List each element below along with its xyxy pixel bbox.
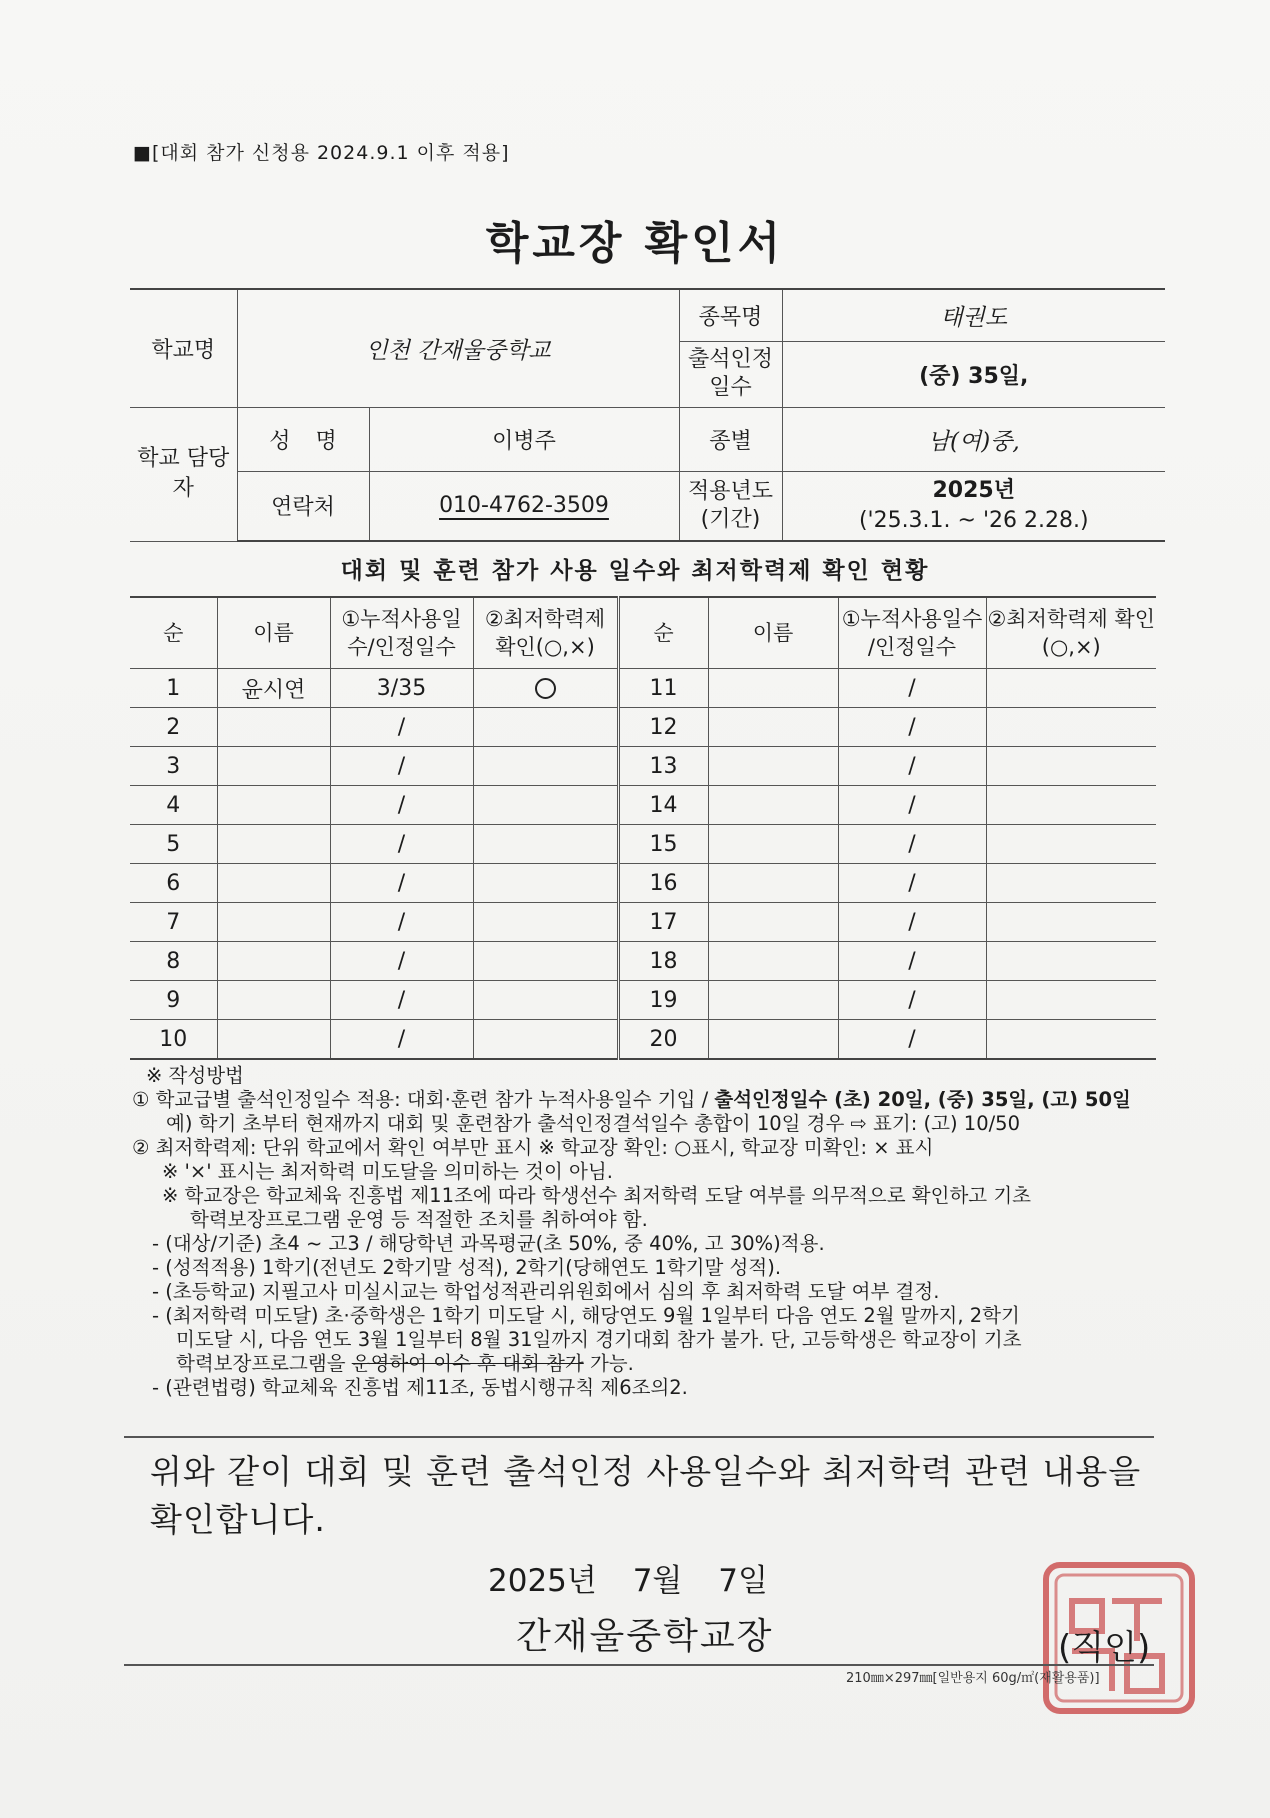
table-row [130,903,1156,942]
row-days: / [330,747,473,786]
note-1-bold: 출석인정일수 (초) 20일, (중) 35일, (고) 50일 [714,1088,1131,1111]
row-check [473,747,618,786]
row-name [217,708,330,747]
row-days: / [330,942,473,981]
note-2-principal: ※ 학교장은 학교체육 진흥법 제11조에 따라 학생선수 최저학력 도달 여부를 의무적으로 확인하고 기초 [162,1184,1032,1207]
circle-mark-icon [535,678,556,699]
note-2-x: ※ '×' 표시는 최저학력 미도달을 의미하는 것이 아님. [162,1160,613,1183]
row-check-right [986,981,1156,1020]
manager-name-label: 성 명 [237,407,369,471]
row-name-right [708,786,838,825]
row-name [217,981,330,1020]
row-name [217,825,330,864]
row-name [217,786,330,825]
row-name-right [708,669,838,708]
form-header-note: ■[대회 참가 신청용 2024.9.1 이후 적용] [133,142,510,164]
header-days-right: ①누적사용일수 /인정일수 [838,597,986,669]
row-days: / [330,786,473,825]
row-days: / [330,864,473,903]
row-check [473,864,618,903]
row-check-right [986,1020,1156,1060]
row-no-right: 16 [618,864,708,903]
row-check [473,903,618,942]
row-no-right: 19 [618,981,708,1020]
contact-label: 연락처 [237,471,369,541]
row-days-right: / [838,864,986,903]
table-row [130,1020,1156,1060]
row-check-right [986,903,1156,942]
gender-label: 종별 [679,407,782,471]
row-name: 윤시연 [217,669,330,708]
note-1-example: 예) 학기 초부터 현재까지 대회 및 훈련참가 출석인정결석일수 총합이 10일 경우 ⇨ 표기: (고) 10/50 [166,1112,1020,1135]
row-no-right: 11 [618,669,708,708]
note-2: ② 최저학력제: 단위 학교에서 확인 여부만 표시 ※ 학교장 확인: ○표시, 학교장 미확인: × 표시 [132,1136,934,1159]
row-name [217,1020,330,1060]
row-no: 10 [130,1020,217,1060]
note-grades: - (성적적용) 1학기(전년도 2학기말 성적), 2학기(당해연도 1학기말 성적). [152,1256,782,1279]
row-check [473,981,618,1020]
row-no: 6 [130,864,217,903]
row-days: / [330,1020,473,1060]
row-no: 2 [130,708,217,747]
row-check-right [986,864,1156,903]
row-days: / [330,981,473,1020]
row-check-right [986,786,1156,825]
note-text-a: 학력보장프로그램을 [176,1352,352,1375]
section-title: 대회 및 훈련 참가 사용 일수와 최저학력제 확인 현황 [340,558,930,584]
note-struck-text: 운영하여 이수 후 대회 참가 [351,1352,584,1375]
row-no: 9 [130,981,217,1020]
row-no: 1 [130,669,217,708]
note-target: - (대상/기준) 초4 ~ 고3 / 해당학년 과목평균(초 50%, 중 40%, 고 30%)적용. [152,1232,825,1255]
writing-instructions [132,1064,1172,1400]
note-2-principal-cont: 학력보장프로그램 운영 등 적절한 조치를 취하여야 함. [190,1208,648,1231]
contact-phone: 010-4762-3509 [439,493,609,519]
school-name-value: 인천 간재울중학교 [237,289,679,407]
gender-value: 남(여)중, [782,407,1165,471]
applied-period-value: ('25.3.1. ~ '26 2.28.) [858,507,1089,533]
row-name-right [708,825,838,864]
row-name-right [708,708,838,747]
header-check: ②최저학력제 확인(○,×) [473,597,618,669]
row-check-right [986,825,1156,864]
school-info-table [130,288,1165,542]
table-row [130,786,1156,825]
table-row [130,747,1156,786]
header-no: 순 [130,597,217,669]
header-name-right: 이름 [708,597,838,669]
row-name-right [708,864,838,903]
row-days-right: / [838,708,986,747]
header-days: ①누적사용일 수/인정일수 [330,597,473,669]
seal-label: (직인) [1058,1628,1151,1668]
applied-year-cell [782,471,1165,541]
header-name: 이름 [217,597,330,669]
row-check-right [986,669,1156,708]
row-no-right: 12 [618,708,708,747]
row-no-right: 20 [618,1020,708,1060]
note-not-reached: - (최저학력 미도달) 초·중학생은 1학기 미도달 시, 해당연도 9월 1일부터 다음 연도 2월 말까지, 2학기 [152,1304,1020,1327]
row-name-right [708,942,838,981]
row-days-right: / [838,903,986,942]
row-name-right [708,1020,838,1060]
document-title: 학교장 확인서 [485,218,785,269]
table-row [130,864,1156,903]
row-check [473,669,618,708]
paper-spec-footer: 210㎜×297㎜[일반용지 60g/㎡(재활용품)] [846,1671,1100,1686]
contact-value [369,471,679,541]
applied-year-label: 적용년도 (기간) [679,471,782,541]
attendance-days-label: 출석인정 일수 [679,341,782,407]
row-days: / [330,903,473,942]
table-row [130,942,1156,981]
row-name [217,903,330,942]
row-days: / [330,825,473,864]
table-row [130,669,1156,708]
row-name-right [708,981,838,1020]
confirmation-statement: 위와 같이 대회 및 훈련 출석인정 사용일수와 최저학력 관련 내용을 확인합니다. [150,1452,1142,1539]
row-name-right [708,903,838,942]
sport-label: 종목명 [679,289,782,341]
note-elementary: - (초등학교) 지필고사 미실시교는 학업성적관리위원회에서 심의 후 최저학력 도달 여부 결정. [152,1280,940,1303]
principal-title: 간재울중학교장 [516,1616,774,1657]
manager-name-value: 이병주 [369,407,679,471]
table-row [130,708,1156,747]
row-no: 5 [130,825,217,864]
row-days: 3/35 [330,669,473,708]
notes-heading: ※ 작성방법 [146,1064,244,1087]
row-name [217,747,330,786]
row-name [217,864,330,903]
row-days-right: / [838,942,986,981]
row-no-right: 13 [618,747,708,786]
row-check [473,825,618,864]
note-not-reached-cont2 [132,1352,1172,1376]
row-check [473,1020,618,1060]
header-check-right: ②최저학력제 확인(○,×) [986,597,1156,669]
note-not-reached-cont: 미도달 시, 다음 연도 3월 1일부터 8월 31일까지 경기대회 참가 불가. 단, 고등학생은 학교장이 기초 [176,1328,1022,1351]
row-days-right: / [838,825,986,864]
note-text-c: 가능. [583,1352,634,1375]
table-row [130,981,1156,1020]
school-name-label: 학교명 [130,289,237,407]
table-row [130,825,1156,864]
sport-value: 태권도 [782,289,1165,341]
row-check [473,786,618,825]
row-check-right [986,942,1156,981]
row-no: 8 [130,942,217,981]
row-days-right: / [838,747,986,786]
row-check-right [986,708,1156,747]
school-manager-label: 학교 담당자 [130,407,237,541]
row-check [473,942,618,981]
row-no-right: 18 [618,942,708,981]
row-no: 4 [130,786,217,825]
participation-table [130,596,1156,1060]
row-days: / [330,708,473,747]
row-days-right: / [838,669,986,708]
row-check-right [986,747,1156,786]
row-no-right: 17 [618,903,708,942]
note-laws: - (관련법령) 학교체육 진흥법 제11조, 동법시행규칙 제6조의2. [152,1376,688,1399]
row-no: 7 [130,903,217,942]
applied-year-value: 2025년 [932,477,1015,503]
row-days-right: / [838,1020,986,1060]
divider-top [124,1436,1154,1438]
header-no-right: 순 [618,597,708,669]
row-days-right: / [838,981,986,1020]
row-check [473,708,618,747]
divider-bottom [124,1664,1154,1666]
row-no-right: 14 [618,786,708,825]
note-1-text: ① 학교급별 출석인정일수 적용: 대회·훈련 참가 누적사용일수 기입 / [132,1088,715,1111]
row-name [217,942,330,981]
attendance-days-value: (중) 35일, [782,341,1165,407]
row-days-right: / [838,786,986,825]
row-no-right: 15 [618,825,708,864]
row-no: 3 [130,747,217,786]
row-name-right [708,747,838,786]
note-1 [132,1088,1172,1112]
issue-date: 2025년 7월 7일 [488,1563,768,1599]
